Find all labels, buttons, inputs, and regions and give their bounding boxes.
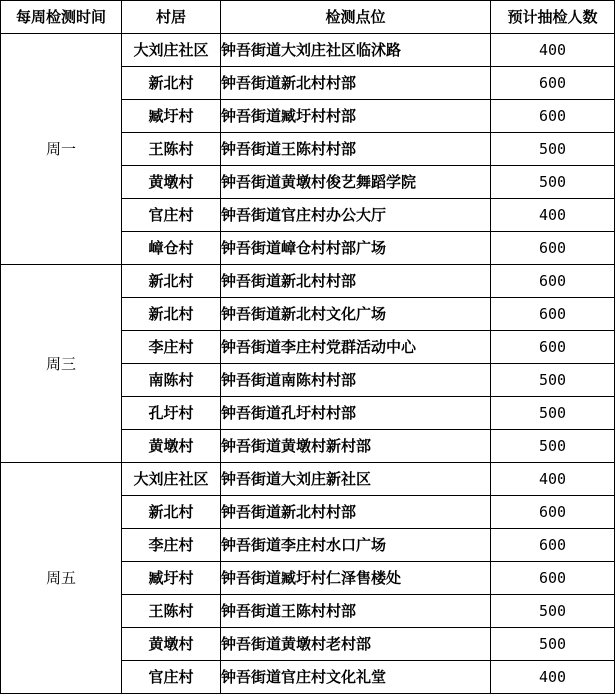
location-cell: 钟吾街道官庄村办公大厅 xyxy=(221,199,491,232)
table-row xyxy=(1,265,615,298)
location-cell: 钟吾街道李庄村党群活动中心 xyxy=(221,331,491,364)
table-body xyxy=(1,34,615,694)
village-cell: 新北村 xyxy=(122,298,221,331)
location-cell: 钟吾街道新北村村部 xyxy=(221,265,491,298)
location-cell: 钟吾街道孔圩村村部 xyxy=(221,397,491,430)
location-cell: 钟吾街道黄墩村老村部 xyxy=(221,628,491,661)
expected-count-cell: 600 xyxy=(491,67,615,100)
location-cell: 钟吾街道大刘庄新社区 xyxy=(221,463,491,496)
village-cell: 新北村 xyxy=(122,67,221,100)
expected-count-cell: 500 xyxy=(491,430,615,463)
header-row xyxy=(1,1,615,34)
expected-count-cell: 400 xyxy=(491,463,615,496)
expected-count-cell: 600 xyxy=(491,529,615,562)
header-location: 检测点位 xyxy=(221,1,491,34)
location-cell: 钟吾街道官庄村文化礼堂 xyxy=(221,661,491,694)
expected-count-cell: 400 xyxy=(491,661,615,694)
expected-count-cell: 600 xyxy=(491,265,615,298)
expected-count-cell: 600 xyxy=(491,100,615,133)
village-cell: 臧圩村 xyxy=(122,100,221,133)
expected-count-cell: 600 xyxy=(491,496,615,529)
village-cell: 嶂仓村 xyxy=(122,232,221,265)
location-cell: 钟吾街道臧圩村仁泽售楼处 xyxy=(221,562,491,595)
header-expected-count: 预计抽检人数 xyxy=(491,1,615,34)
expected-count-cell: 600 xyxy=(491,562,615,595)
village-cell: 南陈村 xyxy=(122,364,221,397)
village-cell: 新北村 xyxy=(122,265,221,298)
village-cell: 官庄村 xyxy=(122,661,221,694)
village-cell: 官庄村 xyxy=(122,199,221,232)
location-cell: 钟吾街道黄墩村新村部 xyxy=(221,430,491,463)
expected-count-cell: 500 xyxy=(491,133,615,166)
table-row xyxy=(1,463,615,496)
expected-count-cell: 500 xyxy=(491,364,615,397)
location-cell: 钟吾街道南陈村村部 xyxy=(221,364,491,397)
village-cell: 李庄村 xyxy=(122,331,221,364)
day-cell: 周一 xyxy=(1,34,122,265)
expected-count-cell: 500 xyxy=(491,628,615,661)
location-cell: 钟吾街道大刘庄社区临沭路 xyxy=(221,34,491,67)
location-cell: 钟吾街道新北村文化广场 xyxy=(221,298,491,331)
village-cell: 大刘庄社区 xyxy=(122,34,221,67)
village-cell: 臧圩村 xyxy=(122,562,221,595)
expected-count-cell: 500 xyxy=(491,397,615,430)
expected-count-cell: 400 xyxy=(491,199,615,232)
location-cell: 钟吾街道嶂仓村村部广场 xyxy=(221,232,491,265)
day-cell: 周五 xyxy=(1,463,122,694)
location-cell: 钟吾街道新北村村部 xyxy=(221,67,491,100)
expected-count-cell: 400 xyxy=(491,34,615,67)
expected-count-cell: 500 xyxy=(491,595,615,628)
day-cell: 周三 xyxy=(1,265,122,463)
village-cell: 王陈村 xyxy=(122,595,221,628)
expected-count-cell: 600 xyxy=(491,331,615,364)
location-cell: 钟吾街道王陈村村部 xyxy=(221,595,491,628)
expected-count-cell: 600 xyxy=(491,298,615,331)
location-cell: 钟吾街道新北村村部 xyxy=(221,496,491,529)
header-weekly-time: 每周检测时间 xyxy=(1,1,122,34)
location-cell: 钟吾街道黄墩村俊艺舞蹈学院 xyxy=(221,166,491,199)
village-cell: 黄墩村 xyxy=(122,628,221,661)
village-cell: 王陈村 xyxy=(122,133,221,166)
village-cell: 孔圩村 xyxy=(122,397,221,430)
header-village: 村居 xyxy=(122,1,221,34)
village-cell: 黄墩村 xyxy=(122,166,221,199)
village-cell: 大刘庄社区 xyxy=(122,463,221,496)
expected-count-cell: 500 xyxy=(491,166,615,199)
location-cell: 钟吾街道王陈村村部 xyxy=(221,133,491,166)
location-cell: 钟吾街道臧圩村村部 xyxy=(221,100,491,133)
location-cell: 钟吾街道李庄村水口广场 xyxy=(221,529,491,562)
village-cell: 新北村 xyxy=(122,496,221,529)
table-header xyxy=(1,1,615,34)
expected-count-cell: 600 xyxy=(491,232,615,265)
village-cell: 李庄村 xyxy=(122,529,221,562)
table-row xyxy=(1,34,615,67)
village-cell: 黄墩村 xyxy=(122,430,221,463)
